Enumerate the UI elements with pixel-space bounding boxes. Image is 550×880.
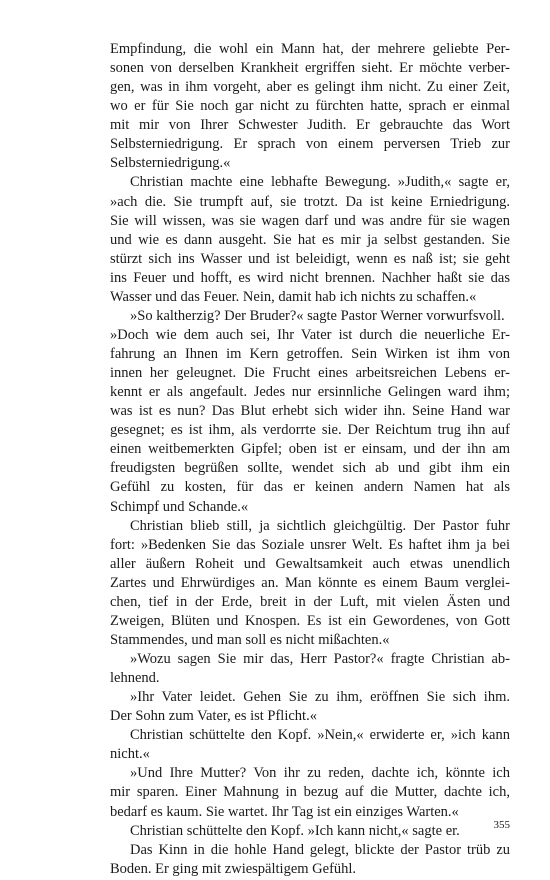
- text-line: Das Kinn in die hohle Hand gelegt, blickte der Pastor trüb zu: [130, 841, 510, 858]
- text-line: Wasser und das Feuer. Nein, damit hab ich nichts zu schaffen.«: [110, 288, 477, 305]
- text-line: ins Feuer und hofft, es wird nicht brennen. Nachher haßt sie das: [110, 269, 510, 286]
- text-line: Schimpf und Schande.«: [110, 498, 249, 515]
- text-line: Stammendes, und man soll es nicht mißachten.«: [110, 631, 390, 648]
- text-line: wo er für Sie noch gar nicht zu fürchten hatte, sprach er einmal: [110, 98, 510, 115]
- text-line: Gefühl zu kosten, für das er keinen andern Namen hat als: [110, 479, 510, 496]
- text-line: mit mir von Ihrer Schwester Judith. Er gebrauchte das Wort: [110, 117, 510, 134]
- text-line: Selbsterniedrigung.«: [110, 155, 231, 172]
- text-line: was ist es nun? Das Blut erhebt sich wider ihn. Seine Hand war: [110, 403, 510, 420]
- text-line: chen, tief in der Erde, breit in der Luft, mit vielen Ästen und: [110, 593, 510, 610]
- text-line: freudigsten begrüßen sollte, wendet sich ab und gibt ihm ein: [110, 460, 510, 477]
- page-number: 355: [493, 819, 510, 831]
- text-line: Boden. Er ging mit zwiespältigem Gefühl.: [110, 860, 357, 877]
- text-line: Der Sohn zum Vater, es ist Pflicht.«: [110, 708, 317, 725]
- text-line: lehnend.: [110, 670, 160, 687]
- text-line: Christian blieb still, ja sichtlich gleichgültig. Der Pastor fuhr: [130, 517, 510, 534]
- text-line: und wie es dann ausgeht. Sie hat es mir ja selbst gestanden. Sie: [110, 231, 510, 248]
- text-line: gen, was in ihm vorgeht, aber es gelingt ihm nicht. Zu einer Zeit,: [110, 79, 510, 96]
- text-line: fort: »Bedenken Sie das Soziale unsrer Welt. Es haftet ihm ja bei: [110, 536, 510, 553]
- text-line: einen weitbemerkten Gipfel; oben ist er einsam, und der ihn am: [110, 441, 510, 458]
- text-line: Christian schüttelte den Kopf. »Ich kann nicht,« sagte er.: [130, 822, 460, 839]
- text-line: »Ihr Vater leidet. Gehen Sie zu ihm, eröffnen Sie sich ihm.: [130, 689, 510, 706]
- text-line: Selbsterniedrigung. Er sprach von einem perversen Trieb zur: [110, 136, 510, 153]
- text-line: sonen von derselben Krankheit ergriffen sieht. Er möchte verber-: [110, 60, 510, 77]
- text-line: aller äußern Roheit und Gewaltsamkeit auch etwas unendlich: [110, 555, 510, 572]
- text-line: »Wozu sagen Sie mir das, Herr Pastor?« fragte Christian ab-: [130, 651, 510, 667]
- text-line: Sie will wissen, was sie wagen darf und was andre für sie wagen: [110, 212, 510, 229]
- text-line: stürzt sich ins Wasser und ist beleidigt, wenn es naß ist; sie geht: [110, 250, 510, 267]
- text-line: Christian machte eine lebhafte Bewegung. »Judith,« sagte er,: [130, 174, 510, 191]
- text-line: fahrung an Ihnen im Kern getroffen. Sein Wirken ist ihm von: [110, 346, 510, 362]
- text-line: gesegnet; es ist ihm, als verdorrte sie. Der Reichtum trug ihn auf: [110, 422, 510, 439]
- text-line: »So kaltherzig? Der Bruder?« sagte Pastor Werner vorwurfsvoll.: [130, 307, 505, 324]
- text-line: Zartes und Ehrwürdiges an. Man könnte es einem Baum verglei-: [110, 574, 510, 591]
- text-line: Empfindung, die wohl ein Mann hat, der mehrere geliebte Per-: [110, 41, 510, 57]
- text-line: »ach die. Sie trumpft auf, sie trotzt. Da ist keine Erniedrigung.: [110, 193, 510, 210]
- text-line: »Doch wie dem auch sei, Ihr Vater ist durch die neuerliche Er-: [110, 326, 510, 343]
- text-line: kennt er als angefault. Jedes nur ersinnliche Gelingen ward ihm;: [110, 384, 510, 401]
- text-line: innen her geleugnet. Die Frucht eines arbeitsreichen Lebens er-: [110, 365, 510, 382]
- page-body: [110, 40, 510, 879]
- text-line: nicht.«: [110, 746, 150, 763]
- text-line: Zweigen, Blüten und Knospen. Es ist ein Gewordenes, von Gott: [110, 612, 510, 629]
- text-line: mir sparen. Einer Mahnung in bezug auf die Mutter, dachte ich,: [110, 784, 510, 801]
- text-line: »Und Ihre Mutter? Von ihr zu reden, dachte ich, könnte ich: [130, 765, 510, 782]
- text-line: Christian schüttelte den Kopf. »Nein,« erwiderte er, »ich kann: [130, 727, 510, 744]
- text-line: bedarf es kaum. Sie wartet. Ihr Tag ist ein einziges Warten.«: [110, 803, 459, 820]
